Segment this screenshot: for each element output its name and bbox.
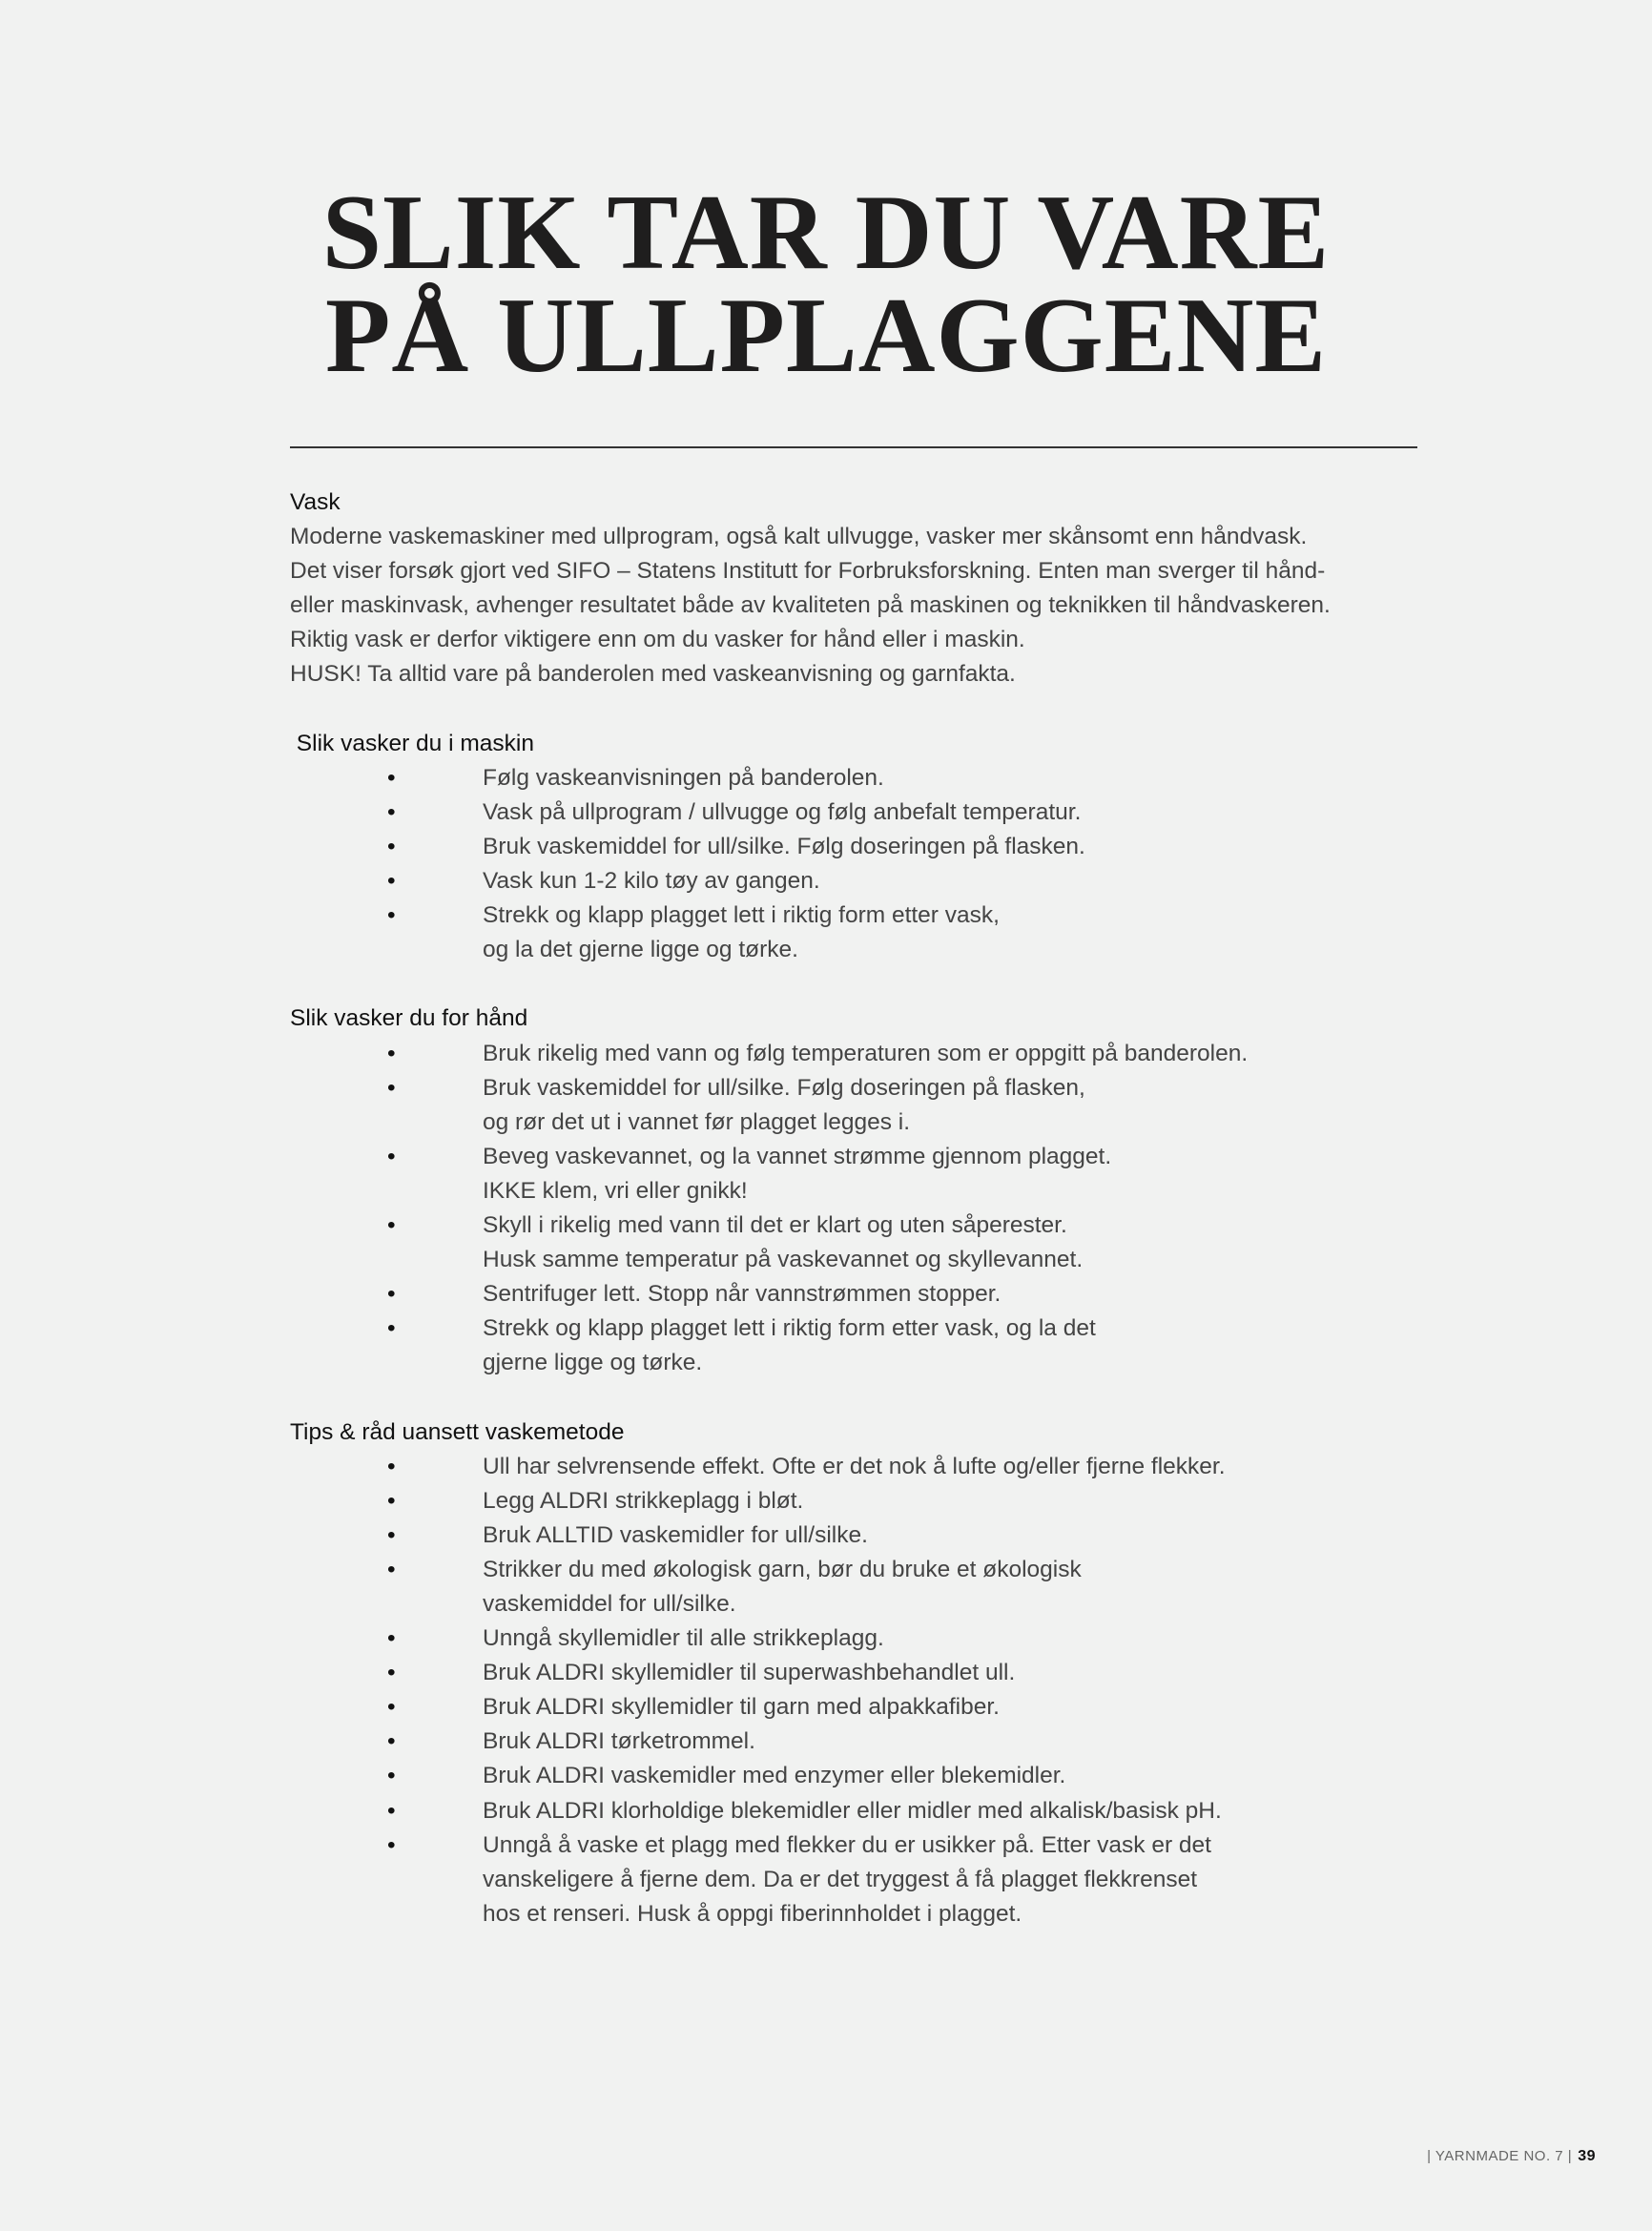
title-line-2: PÅ ULLPLAGGENE [324,277,1328,395]
list-item-text: Bruk ALDRI skyllemidler til garn med alpakkafiber. [483,1694,1000,1721]
list-item [290,1690,1435,1725]
bullet-icon: • [387,798,396,825]
list-item-text: Strekk og klapp plagget lett i riktig form etter vask, og la det [483,1315,1096,1342]
bullet-icon: • [387,1143,396,1169]
bullet-icon: • [387,1453,396,1479]
bullet-icon: • [387,1315,396,1342]
bullet-icon: • [387,1281,396,1308]
section-heading-tips: Tips & råd uansett vaskemetode [290,1418,625,1445]
intro-paragraph [290,520,1435,692]
list-item-text: vanskeligere å fjerne dem. Da er det tryggest å få plagget flekkrenset [483,1866,1198,1892]
list-item-text: Ull har selvrensende effekt. Ofte er det nok å lufte og/eller fjerne flekker. [483,1453,1226,1479]
bullet-icon: • [387,1487,396,1514]
list-item [290,1725,1435,1759]
page-title [0,174,1652,395]
section-heading-vask: Vask [290,489,341,515]
list-item [290,830,1435,864]
list-item-text: vaskemiddel for ull/silke. [483,1591,736,1617]
bullet-icon: • [387,1556,396,1582]
list-item-text: Legg ALDRI strikkeplagg i bløt. [483,1487,804,1514]
list-item-text: Skyll i rikelig med vann til det er klart og uten såperester. [483,1211,1067,1238]
bullet-icon: • [387,1521,396,1548]
list-item [290,1518,1435,1553]
list-item-text: Bruk rikelig med vann og følg temperaturen som er oppgitt på banderolen. [483,1040,1249,1066]
list-item-text: Sentrifuger lett. Stopp når vannstrømmen stopper. [483,1281,1002,1308]
list-item [290,1622,1435,1656]
list-item-text: Følg vaskeanvisningen på banderolen. [483,764,884,791]
list-item-text: og rør det ut i vannet før plagget legges i. [483,1108,911,1135]
list-item [290,1450,1435,1484]
list-item-text: Strikker du med økologisk garn, bør du bruke et økologisk [483,1556,1082,1582]
list-item-text: Husk samme temperatur på vaskevannet og skyllevannet. [483,1247,1084,1273]
bullet-icon: • [387,1660,396,1686]
paragraph-line: Riktig vask er derfor viktigere enn om du vasker for hånd eller i maskin. [290,627,1025,653]
bullet-icon: • [387,1211,396,1238]
divider [290,446,1417,448]
list-item-text: Vask på ullprogram / ullvugge og følg anbefalt temperatur. [483,798,1082,825]
list-item [290,899,1435,967]
list-item [290,1794,1435,1828]
list-item-text: Bruk ALDRI klorholdige blekemidler eller midler med alkalisk/basisk pH. [483,1797,1222,1824]
page-number: 39 [1578,2148,1596,2164]
section-heading-maskin: Slik vasker du i maskin [290,730,534,756]
list-item-text: hos et renseri. Husk å oppgi fiberinnholdet i plagget. [483,1900,1022,1927]
section-heading-haand: Slik vasker du for hånd [290,1005,528,1032]
list-item-text: Bruk ALDRI skyllemidler til superwashbehandlet ull. [483,1660,1016,1686]
list-item-text: Unngå skyllemidler til alle strikkeplagg. [483,1625,884,1652]
bullet-icon: • [387,1797,396,1824]
bullet-icon: • [387,1694,396,1721]
list-item-text: og la det gjerne ligge og tørke. [483,937,798,963]
page-footer [1427,2148,1596,2165]
list-item [290,1553,1435,1622]
paragraph-line: Det viser forsøk gjort ved SIFO – Statens Institutt for Forbruksforskning. Enten man sverger til hånd- [290,558,1326,585]
list-item [290,864,1435,899]
paragraph-line: HUSK! Ta alltid vare på banderolen med vaskeanvisning og garnfakta. [290,661,1016,688]
list-item [290,1828,1435,1931]
bullet-icon: • [387,764,396,791]
list-item-text: Unngå å vaske et plagg med flekker du er usikker på. Etter vask er det [483,1831,1211,1858]
bullet-icon: • [387,868,396,895]
bullet-icon: • [387,902,396,929]
list-item [290,795,1435,830]
tips-list [290,1450,1435,1931]
list-item-text: Bruk vaskemiddel for ull/silke. Følg doseringen på flasken. [483,833,1085,859]
bullet-icon: • [387,1763,396,1789]
list-item-text: Strekk og klapp plagget lett i riktig form etter vask, [483,902,1000,929]
list-item [290,1071,1435,1140]
list-item [290,1208,1435,1277]
bullet-icon: • [387,1074,396,1101]
bullet-icon: • [387,833,396,859]
list-item-text: gjerne ligge og tørke. [483,1350,703,1376]
list-item [290,761,1435,795]
list-item-text: Vask kun 1-2 kilo tøy av gangen. [483,868,820,895]
bullet-icon: • [387,1040,396,1066]
bullet-icon: • [387,1625,396,1652]
article-body [290,485,1435,1931]
publication-name: | YARNMADE NO. 7 | [1427,2148,1573,2164]
machine-wash-list [290,761,1435,968]
title-line-1: SLIK TAR DU VARE [321,174,1331,292]
list-item-text: IKKE klem, vri eller gnikk! [483,1177,748,1204]
list-item-text: Bruk ALDRI tørketrommel. [483,1728,755,1755]
paragraph-line: eller maskinvask, avhenger resultatet både av kvaliteten på maskinen og teknikken til håndvaskeren. [290,592,1331,619]
list-item [290,1312,1435,1380]
list-item [290,1759,1435,1793]
bullet-icon: • [387,1728,396,1755]
list-item-text: Bruk vaskemiddel for ull/silke. Følg doseringen på flasken, [483,1074,1085,1101]
list-item [290,1037,1435,1071]
list-item [290,1277,1435,1312]
hand-wash-list [290,1037,1435,1381]
list-item [290,1656,1435,1690]
paragraph-line: Moderne vaskemaskiner med ullprogram, også kalt ullvugge, vasker mer skånsomt enn håndvask. [290,524,1308,550]
list-item [290,1140,1435,1208]
list-item-text: Beveg vaskevannet, og la vannet strømme gjennom plagget. [483,1143,1112,1169]
list-item-text: Bruk ALLTID vaskemidler for ull/silke. [483,1521,868,1548]
list-item [290,1484,1435,1518]
list-item-text: Bruk ALDRI vaskemidler med enzymer eller blekemidler. [483,1763,1066,1789]
bullet-icon: • [387,1831,396,1858]
